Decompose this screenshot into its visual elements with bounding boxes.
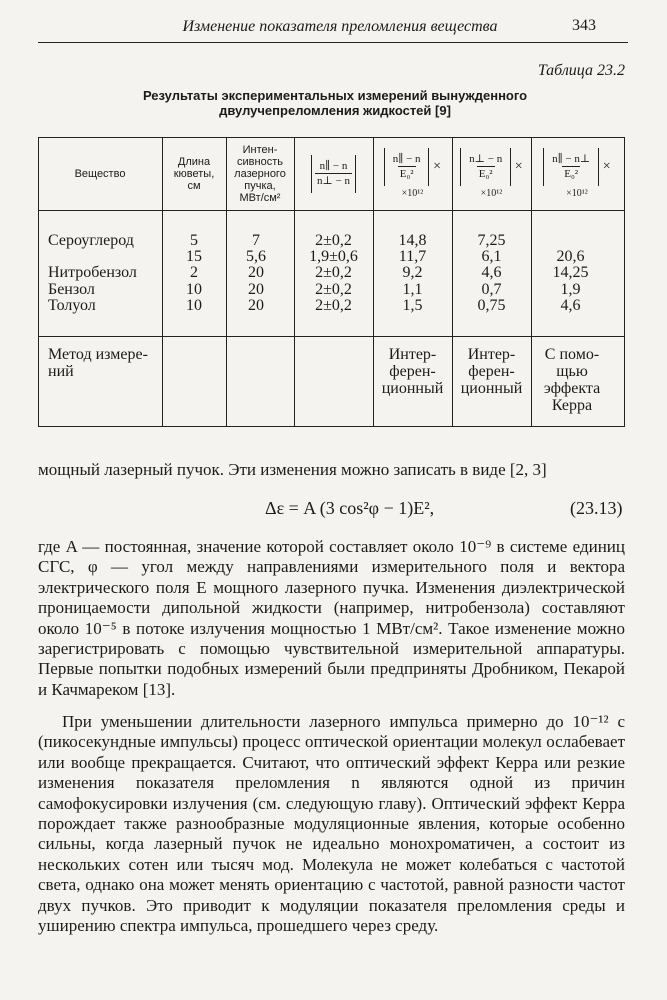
col7-fraction [550,153,592,180]
equation-number: (23.13) [570,498,623,518]
table-cell-substance: Сероуглерод [48,232,134,249]
table-cell-c7: 4,6 [560,296,581,314]
header-substance-label: Вещество [74,167,126,180]
ratio-denominator: n⊥ − n [316,175,351,187]
abs-bar [384,148,385,186]
table-cell-substance: Толуол [48,296,96,314]
times-sign: × [514,158,523,174]
paragraph-picosecond [38,712,625,936]
header-intensity-line: Интен- [242,143,278,156]
method-col7-cell [531,346,613,414]
table-title-line: двулучепреломления жидкостей [9] [219,103,451,118]
col7-scale: ×10¹² [566,187,588,199]
method-line: ционный [460,380,523,397]
method-line: эффекта [543,380,601,397]
equation-expression: Δε = A (3 cos²φ − 1)E², [265,498,435,518]
table-cell-c6: 0,75 [477,296,506,314]
table-cell-c7: 20,6 [556,248,585,266]
times-sign: × [602,158,611,174]
abs-bar [428,148,429,186]
header-intensity [226,137,294,210]
paragraph-definitions [38,537,625,700]
header-intensity-line: МВт/см² [239,191,281,204]
table-cell-length: 15 [186,248,202,266]
col6-numerator: n⊥ − n [469,153,503,165]
table-cell-c5: 1,5 [402,296,423,314]
col6-fraction [467,153,504,180]
table-cell-intensity: 20 [248,280,264,298]
paragraph-intro: мощный лазерный пучок. Эти изменения можно записать в виде [2, 3] [38,460,547,479]
times-sign: × [433,158,441,174]
method-line: Керра [551,397,593,414]
table-cell-ratio: 1,9±0,6 [309,248,358,266]
table-cell-c5: 1,1 [402,280,423,298]
table-cell-substance: Нитробензол [48,264,137,282]
abs-bar [598,148,599,186]
method-divider [38,336,624,337]
table-cell-c7: 1,9 [560,280,581,298]
abs-bar [543,148,544,186]
method-col5-cell [373,346,452,397]
paragraph-text: где A — постоянная, значение которой составляет около 10⁻⁹ в системе единиц СГС, φ — угол между направлениями измерительного поля и вектора электрического поля E мощного лазерного пучка. Изменения диэлектрической проницаемости дипольной жидкости (например, нитробензола) составляют около 10⁻⁵ в потоке излучения мощностью 1 МВт/см². Такое изменение можно зарегистрировать с помощью чувствительной измерительной аппаратуры. Первые попытки подобных измерений были предприняты Дробником, Пекарой и Качмареком [13]. [38,537,625,699]
method-line: ционный [381,380,444,397]
method-col6-cell [452,346,531,397]
col5-fraction [391,153,423,180]
abs-bar [510,148,511,186]
running-title: Изменение показателя преломления вещества [182,18,498,35]
method-line: ферен- [468,363,515,380]
table-cell-substance: Бензол [48,280,95,298]
header-substance [38,137,162,210]
col7-denominator: E₀² [564,168,579,180]
col6-scale: ×10¹² [480,187,503,199]
table-cell-intensity: 20 [248,296,264,314]
header-intensity-line: лазерного [234,167,286,180]
abs-bar [460,148,461,186]
header-col5 [373,137,452,210]
table-cell-c5: 14,8 [398,232,427,249]
table-cell-c6: 6,1 [481,248,502,266]
col6-denominator: E₀² [478,168,493,180]
ratio-numerator: n∥ − n [319,160,348,172]
table-title-line: Результаты экспериментальных измерений вынужденного [142,88,528,103]
header-length-line: Длина [177,155,211,168]
method-line: ферен- [389,363,436,380]
col5-scale: ×10¹² [401,187,424,199]
table-cell-c5: 9,2 [402,264,423,282]
header-length-line: кюветы, [173,167,215,180]
method-label-line: ний [48,363,74,380]
header-col6 [452,137,531,210]
paragraph-text: При уменьшении длительности лазерного импульса примерно до 10⁻¹² с (пикосекундные импульсы) процесс оптической ориентации молекул ослабевает или вообще прекращается. Считают, что оптический эффект Керра или резкие изменения показателя преломления n являются одной из причин самофокусировки излучения (см. следующую главу). Оптический эффект Керра порождает также разнообразные модуляционные явления, которые особенно сильны, когда лазерный пучок не идеально монохроматичен, а состоит из нескольких сотен или тысяч мод. Молекула не может колебаться с частотой света, однако она может менять ориентацию с частотой, равной разности частот двух пучков. Это приводит к модуляции показателя преломления среды и уширению спектра импульса, прошедшего через среду. [38,712,625,936]
table-cell-length: 5 [190,232,198,249]
header-rule [38,42,628,43]
table-cell-c6: 0,7 [481,280,502,298]
table-cell-c7: 14,25 [552,264,589,282]
table-cell-ratio: 2±0,2 [315,264,352,282]
ratio-fraction [315,160,352,187]
table-label: Таблица 23.2 [537,62,625,79]
abs-bar [311,155,312,193]
col5-numerator: n∥ − n [392,153,421,165]
table-cell-length: 10 [186,280,202,298]
table-cell-ratio: 2±0,2 [315,280,352,298]
table-cell-intensity: 20 [248,264,264,282]
table-cell-ratio: 2±0,2 [315,232,352,249]
abs-bar [355,155,356,193]
col5-denominator: E₀² [399,168,414,180]
method-line: щью [556,363,588,380]
header-intensity-line: сивность [237,155,283,168]
page-number: 343 [572,17,596,34]
col7-numerator: n∥ − n⊥ [552,153,591,165]
header-length [162,137,226,210]
method-label-cell [48,346,160,380]
method-label-line: Метод измере- [48,346,148,363]
header-ratio [294,137,373,210]
header-length-line: см [187,179,201,192]
table-cell-length: 10 [186,296,202,314]
method-line: Интер- [388,346,437,363]
method-line: С помо- [544,346,600,363]
header-divider [38,210,624,211]
header-col7 [531,137,623,210]
table-cell-intensity: 7 [252,232,260,249]
table-cell-length: 2 [190,264,198,282]
table-cell-c5: 11,7 [398,248,427,266]
table-cell-intensity: 5,6 [246,248,266,266]
table-title [60,88,610,118]
table-cell-ratio: 2±0,2 [315,296,352,314]
table-cell-c6: 7,25 [477,232,506,249]
method-line: Интер- [467,346,516,363]
table-cell-c6: 4,6 [481,264,502,282]
header-intensity-line: пучка, [244,179,276,192]
